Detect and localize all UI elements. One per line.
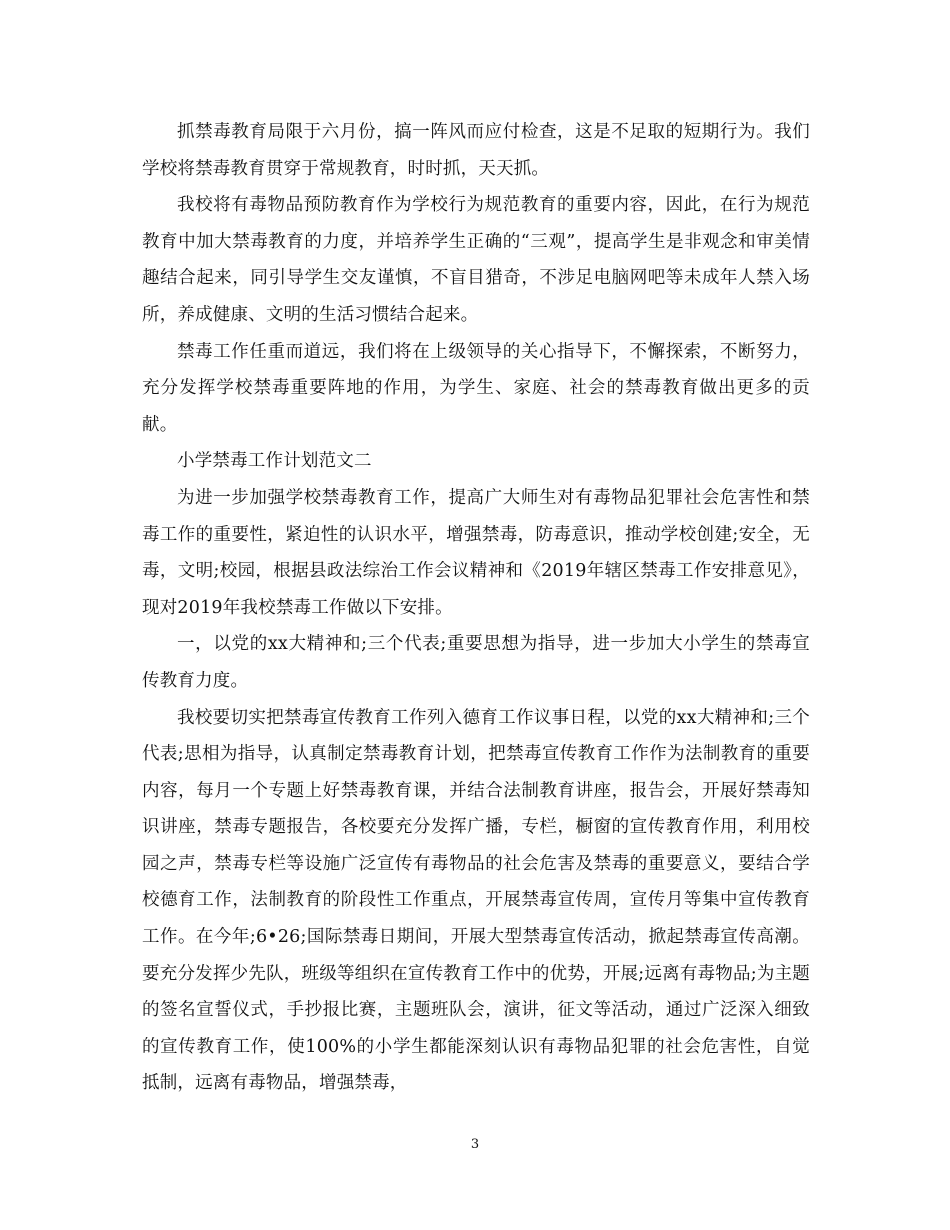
document-body — [142, 114, 810, 1102]
paragraph-2: 我校将有毒物品预防教育作为学校行为规范教育的重要内容，因此，在行为规范教育中加大禁毒教育的力度，并培养学生正确的“三观”，提高学生是非观念和审美情趣结合起来，同引导学生交友谨慎，不盲目猎奇，不涉足电脑网吧等未成年人禁入场所，养成健康、文明的生活习惯结合起来。 — [142, 195, 810, 325]
paragraph-5: 为进一步加强学校禁毒教育工作，提高广大师生对有毒物品犯罪社会危害性和禁毒工作的重要性，紧迫性的认识水平，增强禁毒，防毒意识，推动学校创建;安全，无毒，文明;校园，根据县政法综治工作会议精神和《2019年辖区禁毒工作安排意见》，现对2019年我校禁毒工作做以下安排。 — [142, 487, 810, 618]
paragraph-1: 抓禁毒教育局限于六月份，搞一阵风而应付检查，这是不足取的短期行为。我们学校将禁毒教育贯穿于常规教育，时时抓，天天抓。 — [142, 122, 810, 179]
paragraph-6: 一，以党的xx大精神和;三个代表;重要思想为指导，进一步加大小学生的禁毒宣传教育力度。 — [142, 634, 810, 691]
paragraph-7: 我校要切实把禁毒宣传教育工作列入德育工作议事日程，以党的xx大精神和;三个代表;思相为指导，认真制定禁毒教育计划，把禁毒宣传教育工作作为法制教育的重要内容，每月一个专题上好禁毒教育课，并结合法制教育讲座，报告会，开展好禁毒知识讲座，禁毒专题报告，各校要充分发挥广播，专栏，橱窗的宣传教育作用，利用校园之声，禁毒专栏等设施广泛宣传有毒物品的社会危害及禁毒的重要意义，要结合学校德育工作，法制教育的阶段性工作重点，开展禁毒宣传周，宣传月等集中宣传教育工作。在今年;6•26;国际禁毒日期间，开展大型禁毒宣传活动，掀起禁毒宣传高潮。要充分发挥少先队，班级等组织在宣传教育工作中的优势，开展;远离有毒物品;为主题的签名宣誓仪式，手抄报比赛，主题班队会，演讲，征文等活动，通过广泛深入细致的宣传教育工作，使100%的小学生都能深刻认识有毒物品犯罪的社会危害性，自觉抵制，远离有毒物品，增强禁毒， — [142, 707, 810, 1094]
page-number: 3 — [470, 1137, 480, 1152]
section-heading: 小学禁毒工作计划范文二 — [177, 451, 372, 472]
paragraph-3: 禁毒工作任重而道远，我们将在上级领导的关心指导下，不懈探索，不断努力，充分发挥学校禁毒重要阵地的作用，为学生、家庭、社会的禁毒教育做出更多的贡献。 — [142, 341, 810, 435]
